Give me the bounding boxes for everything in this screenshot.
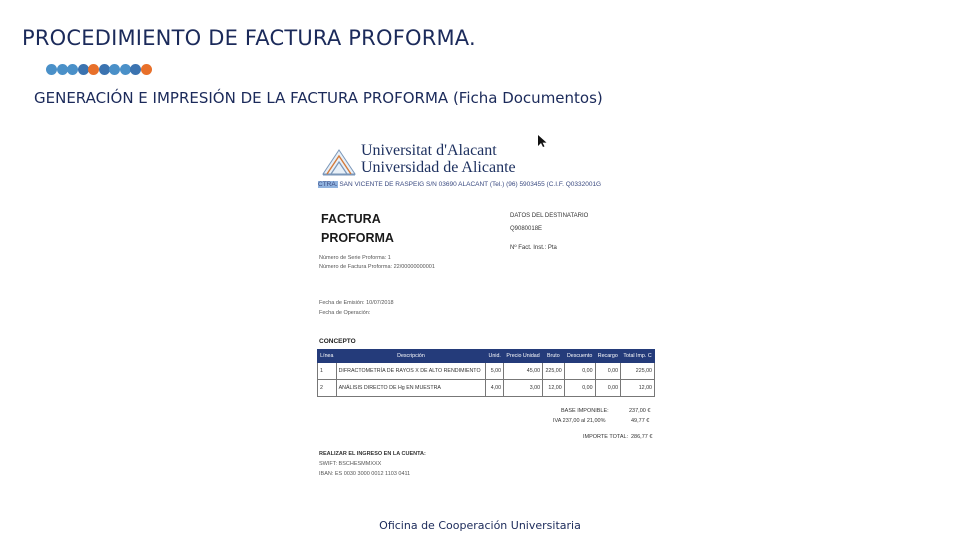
slide-title: PROCEDIMIENTO DE FACTURA PROFORMA.	[22, 26, 476, 50]
column-header: Descuento	[564, 350, 595, 363]
decorative-dot	[141, 64, 152, 75]
table-cell: 12,00	[543, 380, 565, 397]
column-header: Línea	[318, 350, 337, 363]
decorative-dot	[57, 64, 68, 75]
university-name	[361, 142, 516, 176]
recipient-ref: Nº Fact. Inst.: Pta	[510, 245, 557, 251]
recipient-header: DATOS DEL DESTINATARIO	[510, 213, 589, 219]
base-label: BASE IMPONIBLE:	[561, 408, 609, 414]
invoice-title-line1: FACTURA	[321, 212, 381, 226]
table-cell: 0,00	[595, 363, 621, 380]
table-cell: 0,00	[564, 380, 595, 397]
invoice-number: Número de Factura Proforma: 22/00000000001	[319, 264, 435, 270]
decorative-dot	[46, 64, 57, 75]
total-label: IMPORTE TOTAL:	[583, 434, 629, 440]
table-cell: 12,00	[621, 380, 655, 397]
total-value: 286,77 €	[631, 434, 653, 440]
recipient-block	[510, 210, 588, 255]
column-header: Unid.	[486, 350, 504, 363]
invoice-document-image	[313, 140, 658, 480]
iva-value: 49,77 €	[631, 418, 650, 424]
table-cell: ANÁLISIS DIRECTO DE Hg EN MUESTRA	[336, 380, 486, 397]
iva-label: IVA 237,00 al 21,00%	[553, 418, 606, 424]
column-header: Total Imp. C	[621, 350, 655, 363]
decorative-dot	[120, 64, 131, 75]
table-cell: 1	[318, 363, 337, 380]
recipient-code: Q9080018E	[510, 226, 543, 232]
address-highlight: CTRA.	[318, 181, 338, 188]
table-row	[318, 363, 655, 380]
column-header: Precio Unidad	[504, 350, 543, 363]
table-cell: 225,00	[543, 363, 565, 380]
invoice-table-header	[318, 350, 655, 363]
decorative-dot	[78, 64, 89, 75]
column-header: Recargo	[595, 350, 621, 363]
invoice-title-line2: PROFORMA	[321, 231, 394, 245]
issue-date: Fecha de Emisión: 10/07/2018	[319, 300, 394, 306]
table-cell: 45,00	[504, 363, 543, 380]
table-cell: DIFRACTOMETRÍA DE RAYOS X DE ALTO RENDIMIENTO	[336, 363, 486, 380]
decorative-dot	[109, 64, 120, 75]
table-cell: 4,00	[486, 380, 504, 397]
table-cell: 2	[318, 380, 337, 397]
university-name-line2: Universidad de Alicante	[361, 159, 516, 176]
base-value: 237,00 €	[629, 408, 651, 414]
column-header: Bruto	[543, 350, 565, 363]
operation-date: Fecha de Operación:	[319, 310, 371, 316]
table-cell: 0,00	[564, 363, 595, 380]
address-line	[318, 181, 601, 188]
decorative-dot	[88, 64, 99, 75]
university-logo-icon	[321, 144, 357, 178]
iban-code: IBAN: ES 0030 3000 0012 1103 0411	[319, 471, 411, 477]
table-cell: 225,00	[621, 363, 655, 380]
decorative-dot	[67, 64, 78, 75]
table-cell: 3,00	[504, 380, 543, 397]
university-name-line1: Universitat d'Alacant	[361, 142, 497, 159]
swift-code: SWIFT: BSCHESMMXXX	[319, 461, 382, 467]
payment-heading: REALIZAR EL INGRESO EN LA CUENTA:	[319, 451, 426, 457]
table-cell: 5,00	[486, 363, 504, 380]
decorative-dot	[130, 64, 141, 75]
address-text: SAN VICENTE DE RASPEIG S/N 03690 ALACANT (Tel.) (96) 5903455 (C.I.F. Q0332001G	[339, 181, 602, 188]
serie-number: Número de Serie Proforma: 1	[319, 255, 391, 261]
slide-subtitle: GENERACIÓN E IMPRESIÓN DE LA FACTURA PROFORMA (Ficha Documentos)	[34, 89, 603, 107]
invoice-table	[317, 349, 655, 397]
invoice-title	[321, 210, 394, 248]
column-header: Descripción	[336, 350, 486, 363]
slide-footer: Oficina de Cooperación Universitaria	[379, 519, 581, 532]
table-cell: 0,00	[595, 380, 621, 397]
decorative-dot	[99, 64, 110, 75]
concept-heading: CONCEPTO	[319, 338, 356, 345]
table-row	[318, 380, 655, 397]
